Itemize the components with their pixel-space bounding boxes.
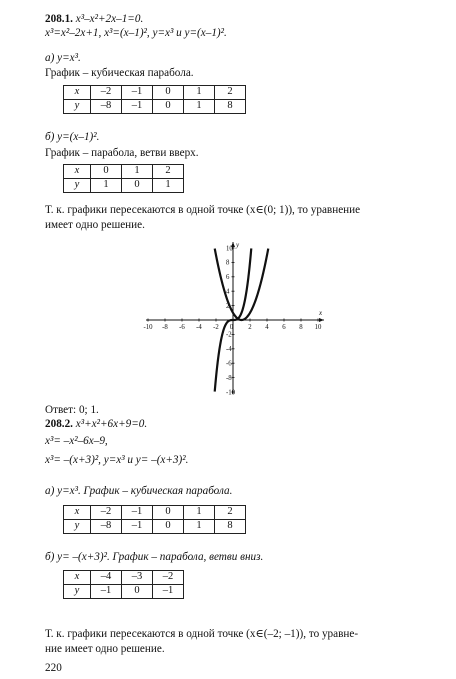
table-cell: 0 [153,100,184,114]
values-table-a-2 [63,505,246,534]
y-tick-label: 4 [226,288,230,296]
table-header-cell: x [64,571,91,585]
problem-208-2-heading [45,418,147,431]
table-cell: –2 [91,506,122,520]
table-cell: –1 [122,86,153,100]
conclusion-line-2: ние имеет одно решение. [45,643,165,655]
table-row [64,179,184,193]
table-row [64,520,246,534]
conclusion-line-2: имеет одно решение. [45,219,145,231]
conclusion-line-1: Т. к. графики пересекаются в одной точке (x∈(0; 1)), то уравнение [45,204,361,216]
x-tick-label: 2 [248,324,252,331]
table-cell: 1 [184,100,215,114]
x-tick-label: 0 [229,324,234,331]
table-header-cell: x [64,165,91,179]
table-cell: –8 [91,520,122,534]
table-cell: –1 [122,520,153,534]
y-tick-label: 2 [226,302,230,310]
table-cell: –8 [91,100,122,114]
x-tick-label: 8 [299,324,303,331]
table-row [64,506,246,520]
x-tick-label: -8 [162,324,168,331]
table-cell: 1 [122,165,153,179]
curve-series-2 [215,249,269,320]
table-row [64,86,246,100]
y-tick-label: 8 [226,259,230,267]
y-tick-label: -2 [226,331,232,339]
x-tick-label: 6 [282,324,286,331]
table-cell: 1 [184,506,215,520]
y-tick-label: 10 [226,245,233,253]
case-a-label: а) y=x³. [45,52,81,64]
table-cell: –4 [91,571,122,585]
table-cell: –1 [91,585,122,599]
table-cell: –3 [122,571,153,585]
table-cell: 0 [122,179,153,193]
table-header-cell: y [64,520,91,534]
x-tick-label: 10 [314,324,322,331]
case-b-line: б) y= –(x+3)². График – парабола, ветви вниз. [45,551,264,563]
table-cell: –1 [122,506,153,520]
table-cell: 1 [153,179,184,193]
values-table-b-2 [63,570,184,599]
x-tick-label: -6 [179,324,185,331]
problem-number: 208.1. [45,13,73,25]
table-cell: 1 [184,520,215,534]
x-tick-label: -2 [213,324,219,331]
x-tick-label: 4 [265,324,269,331]
answer-text: Ответ: 0; 1. [45,404,99,416]
table-cell: 0 [153,520,184,534]
conclusion-line-1: Т. к. графики пересекаются в одной точке (x∈(–2; –1)), то уравне- [45,628,359,640]
table-cell: –2 [153,571,184,585]
transformation-line-2: x³= –(x+3)², y=x³ и y= –(x+3)². [45,454,189,466]
table-cell: 1 [91,179,122,193]
table-cell: –1 [153,585,184,599]
x-axis-label: x [319,309,323,317]
page-number: 220 [45,662,62,674]
y-tick-label: -4 [226,346,232,354]
equation: x³–x²+2x–1=0. [75,13,144,25]
y-tick-label: 6 [226,274,230,282]
values-table-a [63,85,246,114]
table-header-cell: y [64,179,91,193]
table-cell: 1 [184,86,215,100]
x-tick-label: -4 [196,324,202,331]
table-cell: 0 [91,165,122,179]
table-header-cell: x [64,506,91,520]
table-header-cell: x [64,86,91,100]
problem-208-1-heading [45,13,143,26]
function-graph [140,236,326,396]
problem-number: 208.2. [45,418,73,430]
table-row [64,571,184,585]
table-cell: 2 [215,86,246,100]
y-tick-label: -10 [226,389,236,396]
y-axis-label: y [236,241,240,249]
table-cell: –2 [91,86,122,100]
table-header-cell: y [64,585,91,599]
table-cell: 0 [153,506,184,520]
y-tick-label: -8 [226,374,232,382]
table-cell: 0 [153,86,184,100]
table-cell: 2 [215,506,246,520]
values-table-b [63,164,184,193]
case-b-description: График – парабола, ветви вверх. [45,147,199,159]
table-cell: 8 [215,100,246,114]
y-tick-label: -6 [226,360,232,368]
table-cell: 2 [153,165,184,179]
case-b-label: б) y=(x–1)². [45,131,100,143]
table-row [64,165,184,179]
table-cell: –1 [122,100,153,114]
x-axis-arrow [319,318,324,322]
table-header-cell: y [64,100,91,114]
transformation-line: x³=x²–2x+1, x³=(x–1)², y=x³ и y=(x–1)². [45,27,227,39]
table-row [64,585,184,599]
table-cell: 0 [122,585,153,599]
case-a-description: График – кубическая парабола. [45,67,194,79]
equation: x³+x²+6x+9=0. [75,418,148,430]
case-a-line: а) y=x³. График – кубическая парабола. [45,485,233,497]
table-row [64,100,246,114]
transformation-line-1: x³= –x²–6x–9, [45,435,108,447]
table-cell: 8 [215,520,246,534]
x-tick-label: -10 [143,324,153,331]
